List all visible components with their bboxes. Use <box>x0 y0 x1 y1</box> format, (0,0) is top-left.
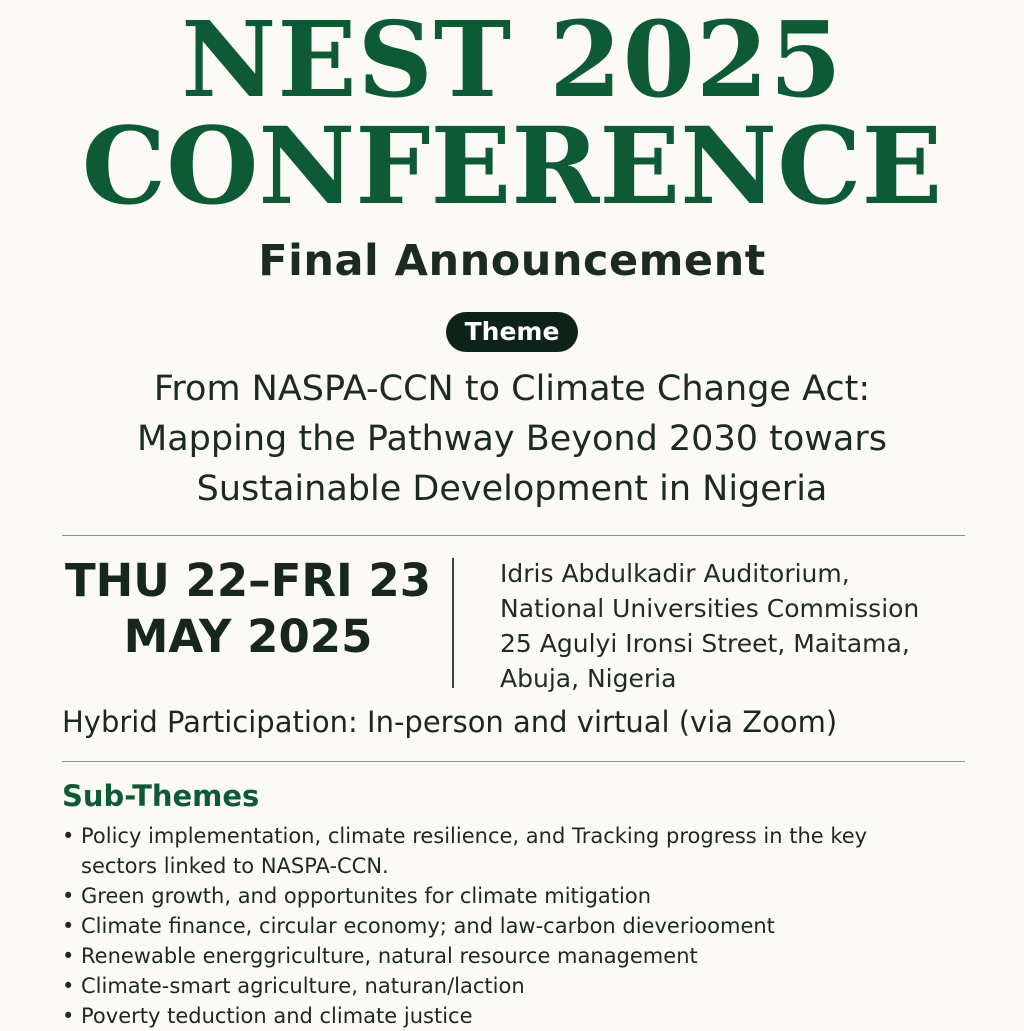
theme-line: Sustainable Development in Nigeria <box>196 469 828 509</box>
event-venue <box>500 556 1000 696</box>
subthemes-heading: Sub-Themes <box>62 779 260 813</box>
venue-line: Abuja, Nigeria <box>500 664 677 693</box>
theme-text <box>0 364 1024 514</box>
list-item <box>62 941 982 971</box>
subtheme-text: Climate finance, circular economy; and law-carbon dieveriooment <box>81 914 775 938</box>
divider-bottom <box>62 761 965 762</box>
bullet-icon: • <box>62 974 75 998</box>
conference-title-line-1: NEST 2025 <box>181 0 843 121</box>
list-item <box>62 821 982 881</box>
announcement-subtitle: Final Announcement <box>258 236 766 286</box>
bullet-icon: • <box>62 914 75 938</box>
participation-info: Hybrid Participation: In-person and virtual (via Zoom) <box>62 705 838 739</box>
venue-line: Idris Abdulkadir Auditorium, <box>500 559 850 588</box>
subtheme-text: Green growth, and opportunites for climate mitigation <box>81 884 652 908</box>
bullet-icon: • <box>62 884 75 908</box>
bullet-icon: • <box>62 1004 75 1028</box>
theme-line: From NASPA-CCN to Climate Change Act: <box>153 369 871 409</box>
event-date <box>58 553 438 665</box>
subtheme-text: Poverty teduction and climate justice <box>81 1004 473 1028</box>
theme-line: Mapping the Pathway Beyond 2030 towars <box>137 419 887 459</box>
list-item <box>62 1001 982 1031</box>
event-date-line: MAY 2025 <box>123 610 373 663</box>
divider-top <box>62 535 965 536</box>
vertical-divider <box>452 558 454 688</box>
conference-title-line-2: CONFERENCE <box>81 103 943 228</box>
theme-badge: Theme <box>446 312 578 352</box>
subtheme-text: Renewable energgriculture, natural resource management <box>81 944 698 968</box>
bullet-icon: • <box>62 944 75 968</box>
subtheme-text: Climate-smart agriculture, naturan/laction <box>81 974 525 998</box>
bullet-icon: • <box>62 824 75 848</box>
subthemes-list <box>62 821 982 1031</box>
list-item <box>62 911 982 941</box>
subtheme-text: Policy implementation, climate resilience, and Tracking progress in the key sectors linked to NASPA-CCN. <box>81 824 868 878</box>
venue-line: 25 Agulyi Ironsi Street, Maitama, <box>500 629 910 658</box>
event-date-line: THU 22–FRI 23 <box>64 554 432 607</box>
list-item <box>62 881 982 911</box>
venue-line: National Universities Commission <box>500 594 920 623</box>
list-item <box>62 971 982 1001</box>
